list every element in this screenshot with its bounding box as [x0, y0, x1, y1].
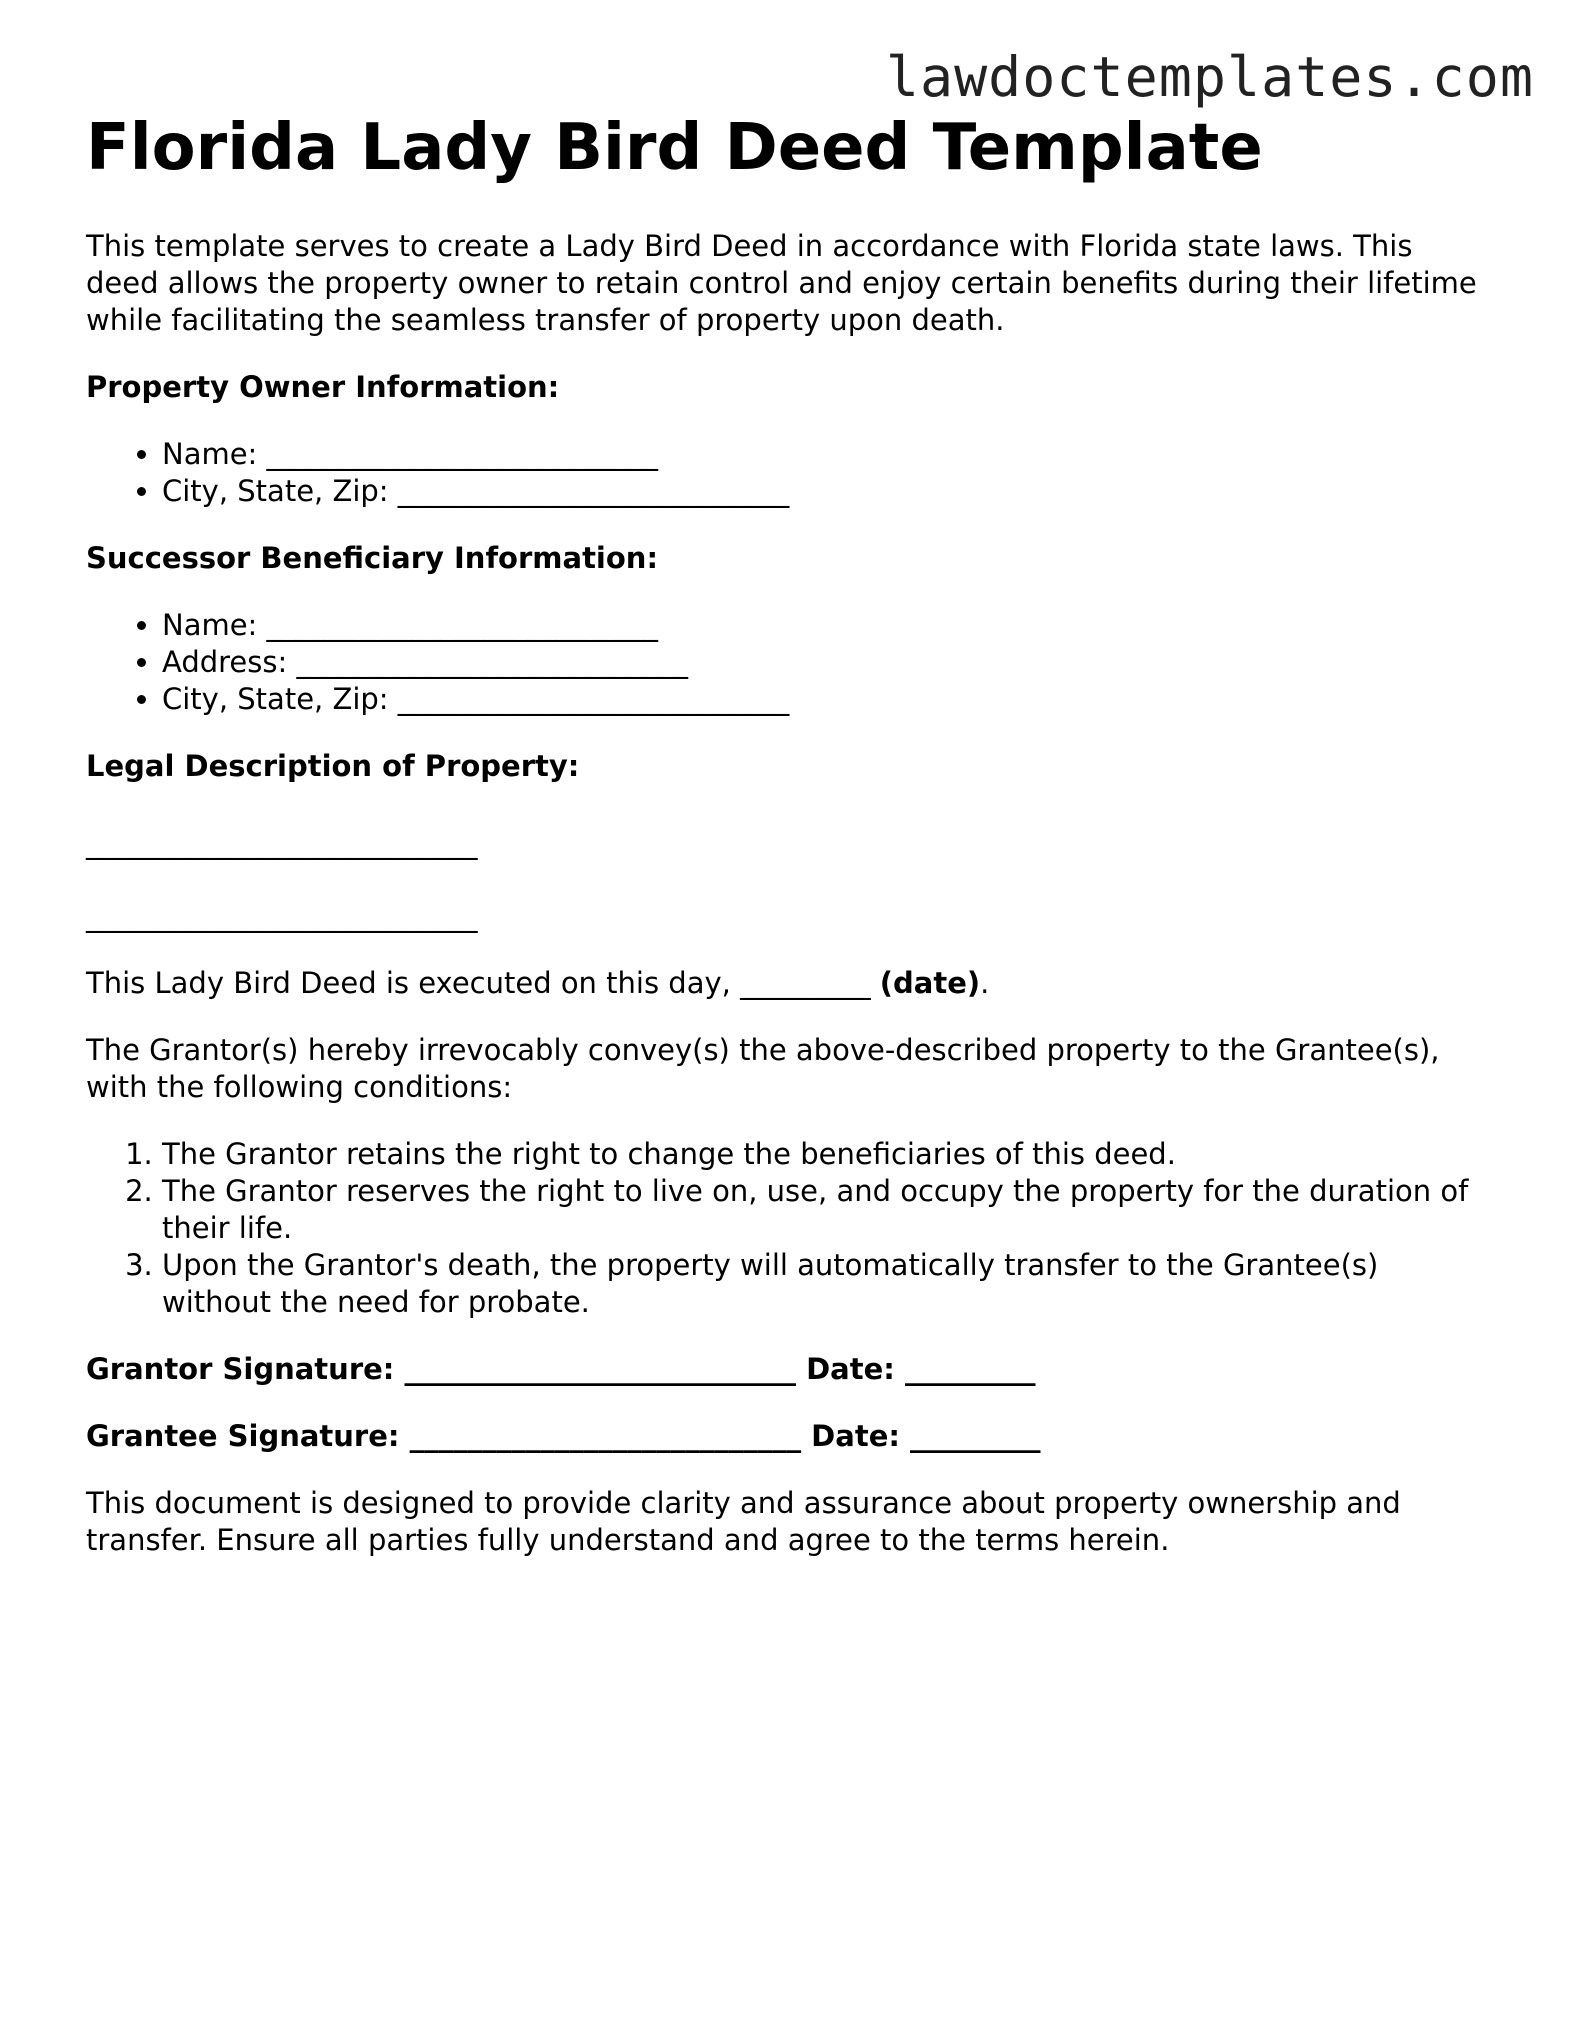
- beneficiary-heading: Successor Beneficiary Information:: [86, 541, 659, 575]
- legal-description-line: ___________________________: [86, 899, 478, 933]
- conditions-list: [86, 1136, 1486, 1321]
- execution-date-end: .: [980, 966, 990, 1000]
- conveyance-paragraph: The Grantor(s) hereby irrevocably convey(s) the above-described property to the Grantee(s), with the following conditions:: [86, 1033, 1440, 1104]
- owner-name-field: • Name: ___________________________: [162, 436, 1486, 473]
- grantor-signature-line: Grantor Signature: ___________________________ Date: _________: [86, 1352, 1036, 1386]
- owner-city-state-zip-field: • City, State, Zip: ___________________________: [162, 473, 1486, 510]
- condition-item: 1. The Grantor retains the right to change the beneficiaries of this deed.: [162, 1136, 1486, 1173]
- legal-description-line: ___________________________: [86, 826, 478, 860]
- intro-paragraph: This template serves to create a Lady Bird Deed in accordance with Florida state laws. This deed allows the property owner to retain control and enjoy certain benefits during their lifetime while facilitating the seamless transfer of property upon death.: [86, 229, 1477, 337]
- execution-date-sentence: [86, 965, 1486, 1002]
- grantee-signature-line: Grantee Signature: ___________________________ Date: _________: [86, 1419, 1041, 1453]
- beneficiary-name-field: • Name: ___________________________: [162, 607, 1486, 644]
- closing-paragraph: This document is designed to provide clarity and assurance about property ownership and transfer. Ensure all parties fully understand and agree to the terms herein.: [86, 1486, 1401, 1557]
- beneficiary-city-state-zip-field: • City, State, Zip: ___________________________: [162, 681, 1486, 718]
- condition-item: 3. Upon the Grantor's death, the property will automatically transfer to the Grantee(s) without the need for probate.: [162, 1247, 1486, 1321]
- execution-date-label: (date): [879, 966, 981, 1000]
- document-page: [86, 108, 1486, 1559]
- condition-item: 2. The Grantor reserves the right to live on, use, and occupy the property for the duration of their life.: [162, 1173, 1486, 1247]
- beneficiary-address-field: • Address: ___________________________: [162, 644, 1486, 681]
- site-watermark: lawdoctemplates.com: [885, 45, 1534, 109]
- execution-date-text: This Lady Bird Deed is executed on this day, _________: [86, 966, 880, 1000]
- document-title: Florida Lady Bird Deed Template: [86, 111, 1263, 185]
- beneficiary-fields-list: [86, 607, 1486, 718]
- owner-fields-list: [86, 436, 1486, 510]
- owner-heading: Property Owner Information:: [86, 370, 560, 404]
- legal-description-heading: Legal Description of Property:: [86, 749, 580, 783]
